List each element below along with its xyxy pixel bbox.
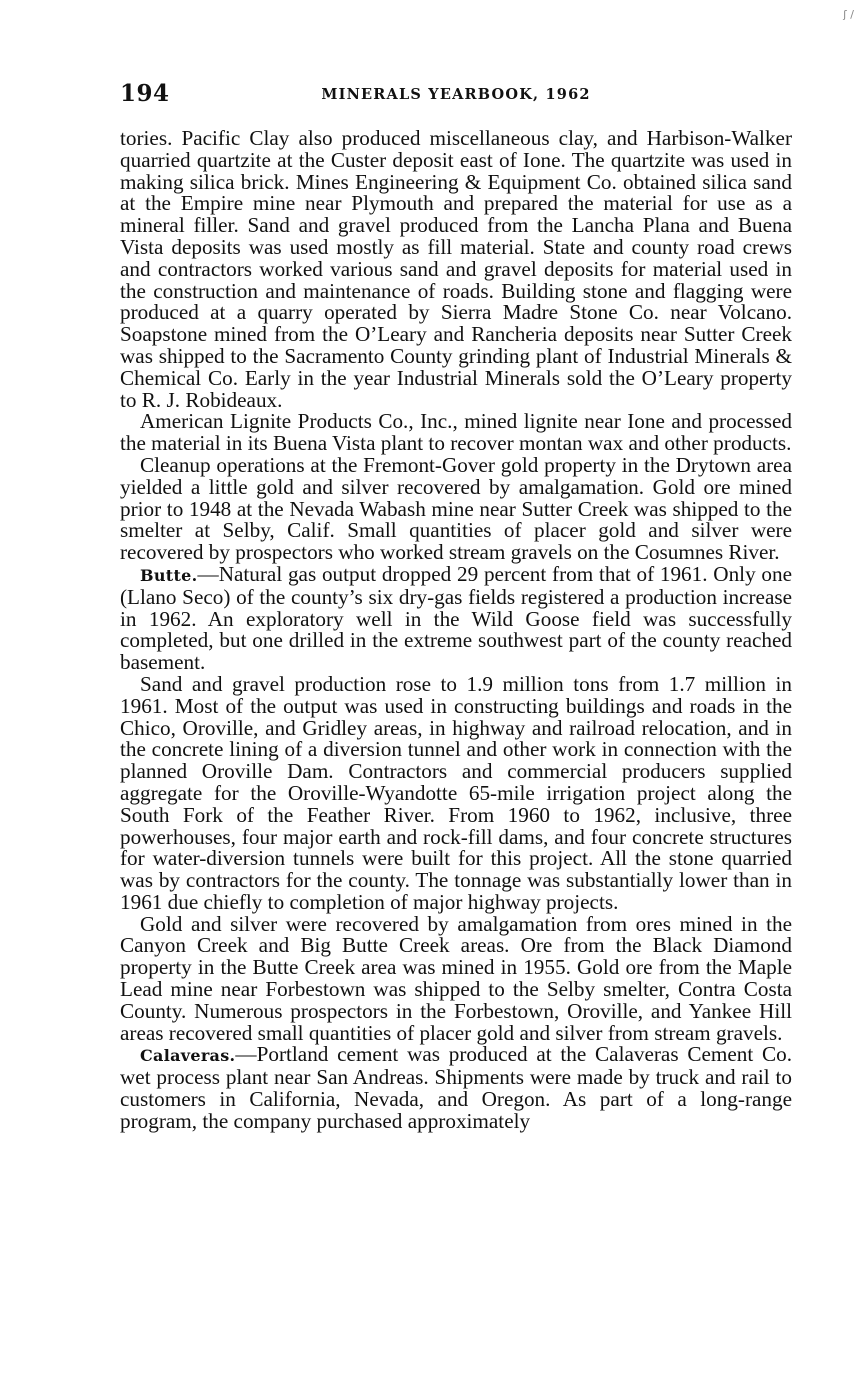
paragraph-gold-cleanup xyxy=(120,452,792,565)
paragraph-butte xyxy=(120,561,792,675)
page-number: 194 xyxy=(120,80,170,107)
paragraph-text: Sand and gravel production rose to 1.9 million tons from 1.7 million in 1961. Most of the output was used in constructing buildings and roads in the Chico, Oroville, and Gridley areas, in highway and railroad relocation, and in the concrete lining of a diversion tunnel and other work in connection with the planned Oroville Dam. Contractors and commercial producers supplied aggregate for the Oroville-Wyandotte 65-mile irrigation project along the South Fork of the Feather River. From 1960 to 1962, inclusive, three powerhouses, four major earth and rock-fill dams, and four concrete structures for water-diversion tunnels were built for this project. All the stone quarried was by contractors for the county. The tonnage was substantially lower than in 1961 due chiefly to completion of major highway projects. xyxy=(120,671,792,914)
paragraph-sand-gravel xyxy=(120,671,792,914)
paragraph-amador-continued xyxy=(120,128,792,411)
running-title: MINERALS YEARBOOK, 1962 xyxy=(321,86,591,103)
paragraph-calaveras xyxy=(120,1044,792,1132)
paragraph-text: —Natural gas output dropped 29 percent from that of 1961. Only one (Llano Seco) of the county’s six dry-gas fields registered a production increase in 1962. An exploratory well in the Wild Goose field was successfully completed, but one drilled in the extreme southwest part of the county reached basement. xyxy=(120,561,792,675)
paragraph-text: Gold and silver were recovered by amalgamation from ores mined in the Canyon Creek and Big Butte Creek areas. Ore from the Black Diamond property in the Butte Creek area was mined in 1955. Gold ore from the Maple Lead mine near Forbestown was shipped to the Selby smelter, Contra Costa County. Numerous prospectors in the Forbestown, Oroville, and Yankee Hill areas recovered small quantities of placer gold and silver from stream gravels. xyxy=(120,911,792,1045)
page-header xyxy=(120,80,792,116)
margin-mark: ʃ / xyxy=(843,8,854,21)
paragraph-text: —Portland cement was produced at the Calaveras Cement Co. wet process plant near San Andreas. Shipments were made by truck and rail to customers in California, Nevada, and Oregon. As part of a long-range program, the company purchased approximately xyxy=(120,1042,792,1133)
paragraph-text: Cleanup operations at the Fremont-Gover gold property in the Drytown area yielded a little gold and silver recovered by amalgamation. Gold ore mined prior to 1948 at the Nevada Wabash mine near Sutter Creek was shipped to the smelter at Selby, Calif. Small quantities of placer gold and silver were recovered by prospectors who worked stream gravels on the Cosumnes River. xyxy=(120,452,792,565)
county-heading-calaveras: Calaveras. xyxy=(140,1046,236,1066)
paragraph-gold-silver xyxy=(120,911,792,1045)
body-text xyxy=(120,128,792,1133)
paragraph-text: American Lignite Products Co., Inc., mined lignite near Ione and processed the material in its Buena Vista plant to recover montan wax and other products. xyxy=(120,409,792,456)
county-heading-butte: Butte. xyxy=(140,565,198,585)
paragraph-text: tories. Pacific Clay also produced miscellaneous clay, and Harbison-Walker quarried quartzite at the Custer deposit east of Ione. The quartzite was used in making silica brick. Mines Engineering & Equipment Co. obtained silica sand at the Empire mine near Plymouth and prepared the material for use as a mineral filler. Sand and gravel produced from the Lancha Plana and Buena Vista deposits was used mostly as fill material. State and county road crews and contractors worked various sand and gravel deposits for material used in the construction and maintenance of roads. Building stone and flagging were produced at a quarry operated by Sierra Madre Stone Co. near Volcano. Soapstone mined from the O’Leary and Rancheria deposits near Sutter Creek was shipped to the Sacramento County grinding plant of Industrial Minerals & Chemical Co. Early in the year Industrial Minerals sold the O’Leary property to R. J. Robideaux. xyxy=(120,126,792,412)
paragraph-lignite xyxy=(120,411,792,455)
